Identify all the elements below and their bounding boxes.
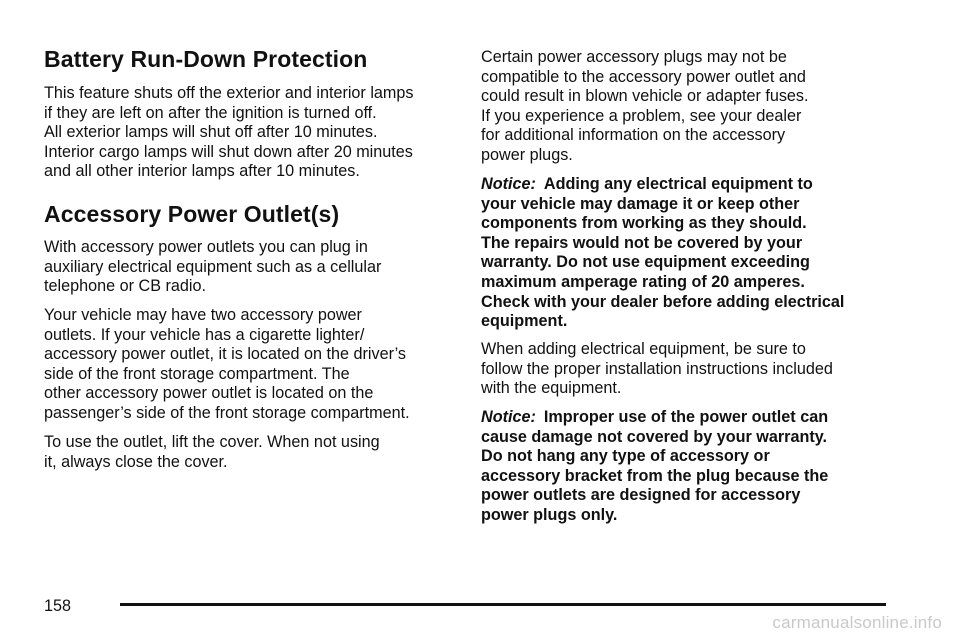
text-line: power plugs only. bbox=[481, 505, 618, 524]
text-line: Do not hang any type of accessory or bbox=[481, 447, 770, 466]
paragraph-battery-protection bbox=[44, 84, 414, 182]
text-line: for additional information on the accessory bbox=[481, 126, 786, 145]
text-line: warranty. Do not use equipment exceeding bbox=[481, 253, 810, 272]
text-line: This feature shuts off the exterior and interior lamps bbox=[44, 84, 414, 102]
text-line: telephone or CB radio. bbox=[44, 277, 206, 296]
text-line: compatible to the accessory power outlet and bbox=[481, 67, 806, 86]
text-line: accessory power outlet, it is located on the driver’s bbox=[44, 345, 406, 364]
paragraph-plug-compatibility bbox=[481, 48, 809, 166]
text-line: maximum amperage rating of 20 amperes. bbox=[481, 272, 805, 291]
paragraph-outlet-usage bbox=[44, 433, 380, 472]
text-line: When adding electrical equipment, be sure to bbox=[481, 340, 806, 358]
text-line: side of the front storage compartment. The bbox=[44, 364, 350, 383]
text-line: The repairs would not be covered by your bbox=[481, 233, 803, 252]
text-line: follow the proper installation instructions included bbox=[481, 359, 833, 378]
text-line: power plugs. bbox=[481, 145, 573, 164]
text-line: Your vehicle may have two accessory power bbox=[44, 306, 362, 324]
text-line: accessory bracket from the plug because the bbox=[481, 466, 829, 485]
notice-label: Notice: bbox=[481, 408, 536, 426]
watermark: carmanualsonline.info bbox=[772, 613, 942, 632]
notice-electrical-equipment bbox=[481, 175, 844, 332]
text-line: with the equipment. bbox=[481, 379, 622, 398]
text-line: If you experience a problem, see your dealer bbox=[481, 106, 802, 125]
text-line: your vehicle may damage it or keep other bbox=[481, 194, 800, 213]
text-line: outlets. If your vehicle has a cigarette lighter/ bbox=[44, 325, 365, 344]
text-line: With accessory power outlets you can plug in bbox=[44, 238, 368, 256]
text-line: auxiliary electrical equipment such as a cellular bbox=[44, 257, 382, 276]
text-line: To use the outlet, lift the cover. When not using bbox=[44, 433, 380, 451]
notice-label: Notice: bbox=[481, 175, 536, 193]
text-line: All exterior lamps will shut off after 10 minutes. bbox=[44, 123, 378, 142]
heading-accessory-power-outlets: Accessory Power Outlet(s) bbox=[44, 201, 340, 227]
text-line: equipment. bbox=[481, 312, 568, 331]
text-line: power outlets are designed for accessory bbox=[481, 486, 801, 505]
paragraph-outlet-location bbox=[44, 306, 410, 424]
text-line: Interior cargo lamps will shut down after 20 minutes bbox=[44, 142, 413, 161]
page-number: 158 bbox=[44, 597, 72, 615]
notice-text: Adding any electrical equipment to bbox=[543, 175, 813, 193]
notice-text: Improper use of the power outlet can bbox=[543, 408, 829, 426]
text-line: Check with your dealer before adding electrical bbox=[481, 292, 845, 311]
text-line: Certain power accessory plugs may not be bbox=[481, 48, 787, 66]
text-line: could result in blown vehicle or adapter fuses. bbox=[481, 87, 809, 106]
text-line: other accessory power outlet is located on the bbox=[44, 384, 374, 403]
paragraph-outlet-intro bbox=[44, 238, 381, 297]
paragraph-installation-instructions bbox=[481, 340, 833, 399]
text-line: if they are left on after the ignition is turned off. bbox=[44, 103, 377, 122]
notice-improper-use bbox=[481, 408, 828, 526]
heading-battery-run-down-protection: Battery Run-Down Protection bbox=[44, 46, 368, 72]
text-line: cause damage not covered by your warranty. bbox=[481, 427, 828, 446]
text-line bbox=[481, 408, 828, 428]
text-line: it, always close the cover. bbox=[44, 452, 228, 471]
text-line: and all other interior lamps after 10 minutes. bbox=[44, 162, 360, 181]
text-line: passenger’s side of the front storage compartment. bbox=[44, 403, 410, 422]
footer-rule bbox=[120, 603, 886, 606]
text-line: components from working as they should. bbox=[481, 214, 807, 233]
text-line bbox=[481, 175, 844, 195]
